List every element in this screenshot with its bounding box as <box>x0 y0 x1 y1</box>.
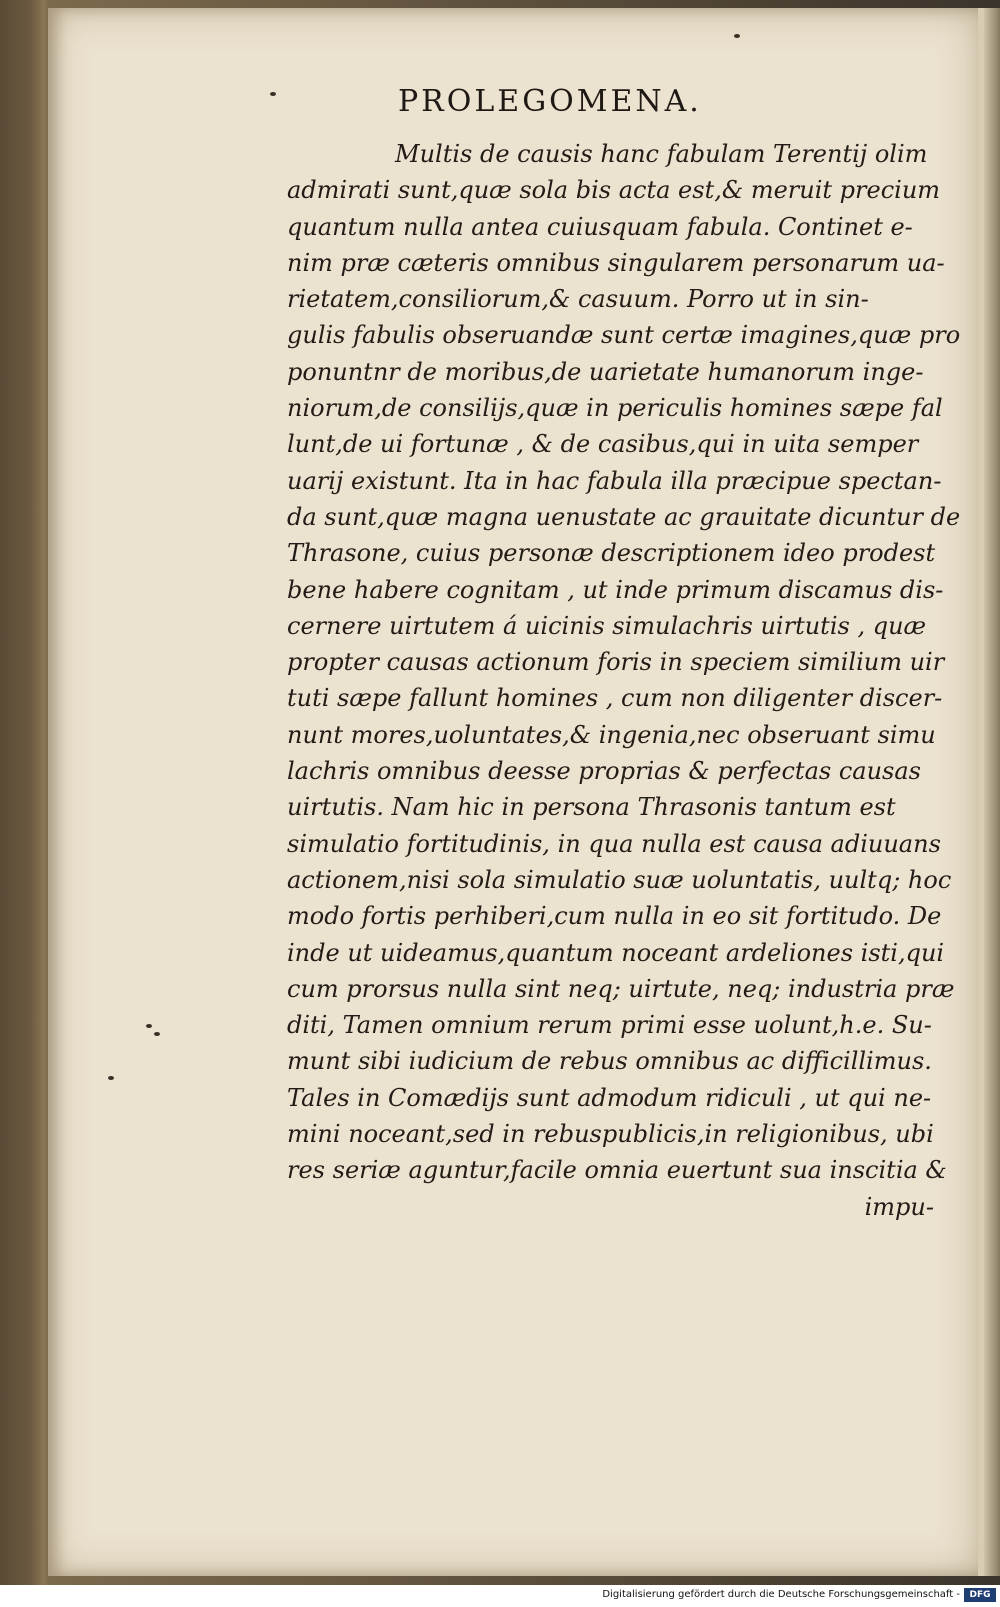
text-line: nim præ cæteris omnibus singularem personarum ua- <box>287 248 945 277</box>
text-line: nunt mores,uoluntates,& ingenia,nec obseruant simu <box>287 720 936 749</box>
ink-speck <box>154 1032 160 1036</box>
text-line: quantum nulla antea cuiusquam fabula. Continet e- <box>287 212 913 241</box>
ink-speck <box>146 1024 152 1028</box>
text-line: modo fortis perhiberi,cum nulla in eo sit fortitudo. De <box>287 902 942 931</box>
text-line: uirtutis. Nam hic in persona Thrasonis tantum est <box>287 793 896 822</box>
text-line: simulatio fortitudinis, in qua nulla est causa adiuuans <box>287 829 941 858</box>
ink-speck <box>108 1076 114 1080</box>
text-line: cum prorsus nulla sint neq; uirtute, neq; industria præ <box>287 974 955 1003</box>
text-line: Thrasone, cuius personæ descriptionem ideo prodest <box>287 539 936 568</box>
text-line: lunt,de ui fortunæ , & de casibus,qui in uita semper <box>287 430 919 459</box>
ink-speck <box>270 92 276 96</box>
body-text <box>287 136 961 1225</box>
text-line: rietatem,consiliorum,& casuum. Porro ut in sin- <box>287 285 869 314</box>
text-line: Multis de causis hanc fabulam Terentij olim <box>395 140 928 168</box>
text-line: cernere uirtutem á uicinis simulachris uirtutis , quæ <box>287 611 927 640</box>
text-line: munt sibi iudicium de rebus omnibus ac difficillimus. <box>287 1047 932 1076</box>
funding-credit: Digitalisierung gefördert durch die Deutsche Forschungsgemeinschaft - <box>602 1589 960 1600</box>
text-line: inde ut uideamus,quantum noceant ardeliones isti,qui <box>287 938 945 967</box>
text-line: niorum,de consilijs,quæ in periculis homines sæpe fal <box>287 394 943 423</box>
dfg-logo: DFG <box>964 1588 996 1602</box>
text-line: actionem,nisi sola simulatio suæ uoluntatis, uultq; hoc <box>287 865 952 894</box>
catchword: impu- <box>864 1192 934 1221</box>
page-heading: PROLEGOMENA. <box>398 84 702 119</box>
digitization-footer <box>0 1585 1000 1607</box>
text-line: tuti sæpe fallunt homines , cum non diligenter discer- <box>287 684 943 713</box>
text-line: propter causas actionum foris in speciem similium uir <box>287 648 945 677</box>
text-line: admirati sunt,quæ sola bis acta est,& meruit precium <box>287 176 941 205</box>
text-line: ponuntnr de moribus,de uarietate humanorum inge- <box>287 357 924 386</box>
text-line: lachris omnibus deesse proprias & perfectas causas <box>287 757 921 786</box>
text-line: diti, Tamen omnium rerum primi esse uolunt,h.e. Su- <box>287 1011 932 1040</box>
text-line: bene habere cognitam , ut inde primum discamus dis- <box>287 575 944 604</box>
text-line: Tales in Comædijs sunt admodum ridiculi , ut qui ne- <box>287 1083 932 1112</box>
text-line: gulis fabulis obseruandæ sunt certæ imagines,quæ pro <box>287 321 961 350</box>
text-line: mini noceant,sed in rebuspublicis,in religionibus, ubi <box>287 1120 934 1149</box>
text-line: res seriæ aguntur,facile omnia euertunt sua inscitia & <box>287 1156 947 1185</box>
text-line: uarij existunt. Ita in hac fabula illa præcipue spectan- <box>287 466 942 495</box>
ink-speck <box>734 34 740 38</box>
text-line: da sunt,quæ magna uenustate ac grauitate dicuntur de <box>287 502 961 531</box>
